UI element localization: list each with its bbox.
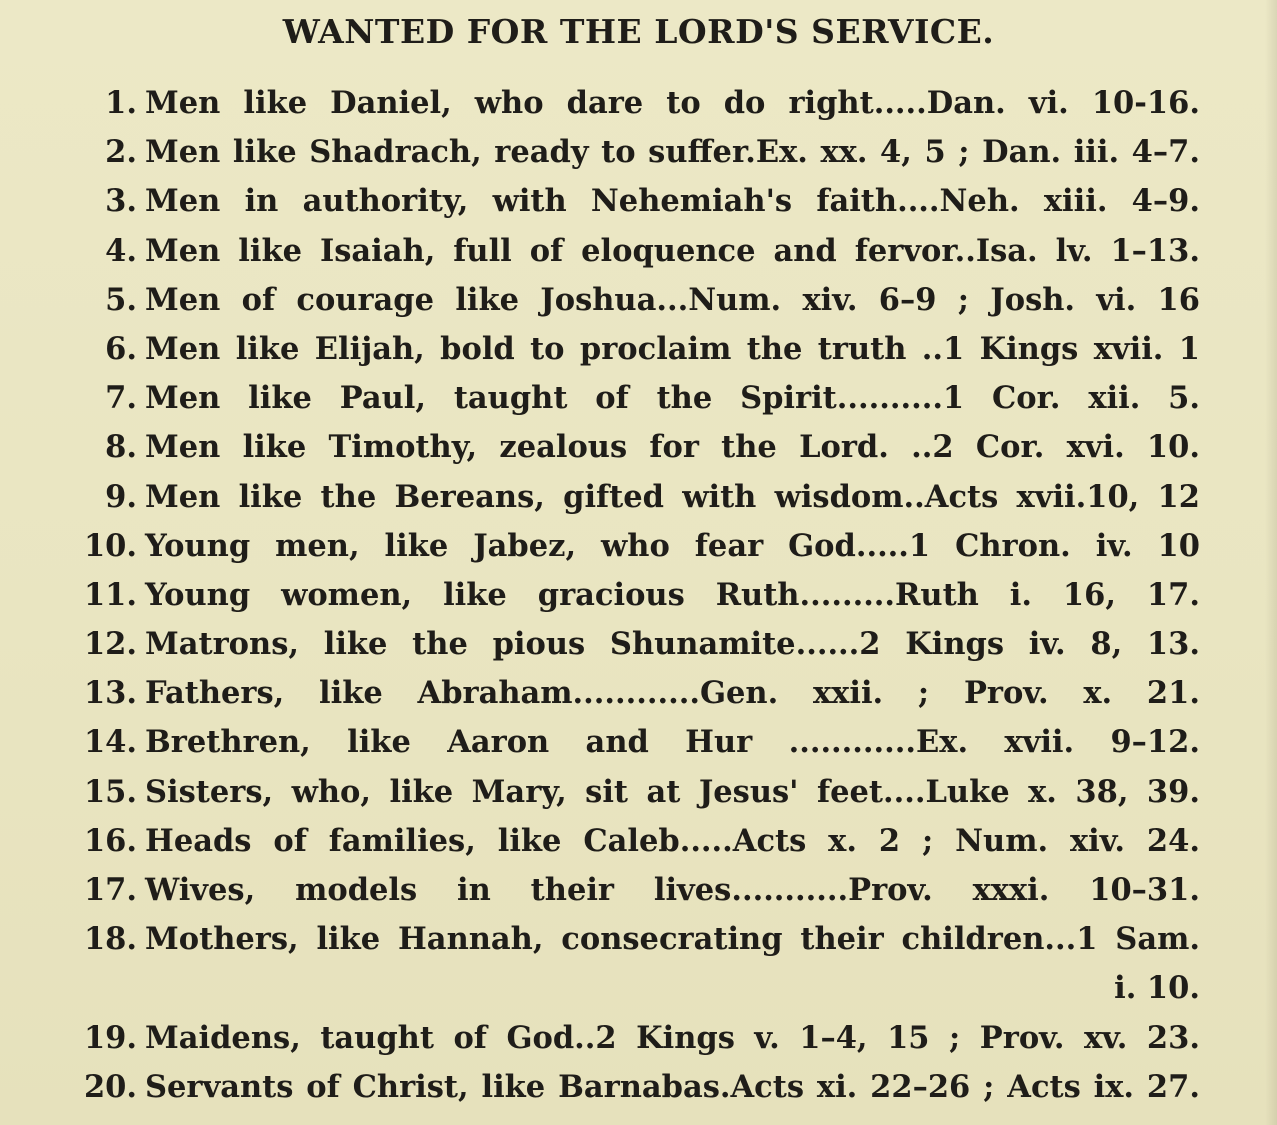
list-item	[70, 522, 1200, 571]
list-item	[70, 227, 1200, 276]
item-text: Men like Isaiah, full of eloquence and fervor..Isa. lv. 1–13.	[145, 232, 1200, 269]
item-number: 4.	[105, 232, 137, 269]
list-item	[70, 768, 1200, 817]
item-number: 1.	[105, 85, 137, 121]
item-text: Men like the Bereans, gifted with wisdom..Acts xvii.10, 12	[145, 478, 1200, 515]
list-item	[70, 473, 1200, 522]
item-number: 3.	[105, 183, 137, 220]
item-number: 19.	[83, 1019, 137, 1056]
item-number: 13.	[83, 675, 137, 712]
item-number: 20.	[83, 1068, 137, 1105]
item-text: Men like Daniel, who dare to do right.....Dan. vi. 10-16.	[145, 85, 1200, 121]
item-number: 8.	[105, 429, 137, 466]
item-number: 16.	[83, 822, 137, 859]
list-item	[70, 571, 1200, 620]
list-item	[70, 1063, 1200, 1112]
item-text-continuation: i. 10.	[1114, 970, 1200, 1007]
item-text: Sisters, who, like Mary, sit at Jesus' feet....Luke x. 38, 39.	[145, 773, 1200, 810]
list-item	[70, 915, 1200, 1013]
list-item	[70, 276, 1200, 325]
item-text: Young men, like Jabez, who fear God.....1 Chron. iv. 10	[145, 527, 1200, 564]
item-text: Wives, models in their lives...........Prov. xxxi. 10–31.	[145, 872, 1200, 908]
item-number: 11.	[83, 576, 137, 613]
item-number: 9.	[105, 478, 137, 515]
item-number: 10.	[83, 527, 137, 564]
item-text: Men in authority, with Nehemiah's faith....Neh. xiii. 4–9.	[145, 183, 1200, 220]
item-text: Brethren, like Aaron and Hur ............Ex. xvii. 9–12.	[145, 724, 1200, 761]
item-text: Young women, like gracious Ruth.........Ruth i. 16, 17.	[145, 576, 1200, 613]
item-text: Men like Shadrach, ready to suffer.Ex. xx. 4, 5 ; Dan. iii. 4–7.	[145, 134, 1200, 171]
page-title: WANTED FOR THE LORD'S SERVICE.	[282, 12, 995, 51]
item-text: Mothers, like Hannah, consecrating their children...1 Sam.	[145, 921, 1200, 958]
list-item	[70, 1014, 1200, 1063]
list-item	[70, 718, 1200, 767]
item-text: Maidens, taught of God..2 Kings v. 1–4, 15 ; Prov. xv. 23.	[145, 1019, 1200, 1056]
item-text: Men of courage like Joshua...Num. xiv. 6–9 ; Josh. vi. 16	[145, 281, 1200, 318]
item-number: 5.	[105, 281, 137, 318]
list-item	[70, 128, 1200, 177]
list-item	[70, 817, 1200, 866]
item-number: 18.	[83, 921, 137, 958]
item-number: 6.	[105, 330, 137, 367]
item-text: Heads of families, like Caleb.....Acts x. 2 ; Num. xiv. 24.	[145, 822, 1200, 859]
item-text: Matrons, like the pious Shunamite......2 Kings iv. 8, 13.	[145, 626, 1200, 663]
list-item	[70, 669, 1200, 718]
item-text: Men like Timothy, zealous for the Lord. ..2 Cor. xvi. 10.	[145, 429, 1200, 466]
item-text: Men like Elijah, bold to proclaim the truth ..1 Kings xvii. 1	[145, 330, 1200, 367]
scan-edge-shadow	[1265, 0, 1277, 1125]
list-item	[70, 325, 1200, 374]
list-item	[70, 866, 1200, 915]
list-item	[70, 79, 1200, 128]
list-item	[70, 620, 1200, 669]
list-item	[70, 423, 1200, 472]
service-list	[70, 79, 1200, 1112]
item-text: Men like Paul, taught of the Spirit..........1 Cor. xii. 5.	[145, 380, 1200, 417]
item-text: Servants of Christ, like Barnabas.Acts xi. 22–26 ; Acts ix. 27.	[145, 1068, 1200, 1105]
list-item	[70, 374, 1200, 423]
item-number: 12.	[83, 626, 137, 663]
item-text: Fathers, like Abraham............Gen. xxii. ; Prov. x. 21.	[145, 675, 1200, 712]
list-item	[70, 177, 1200, 226]
item-number: 14.	[83, 724, 137, 761]
item-number: 17.	[83, 872, 137, 908]
item-number: 7.	[105, 380, 137, 417]
item-number: 15.	[83, 773, 137, 810]
item-number: 2.	[105, 134, 137, 171]
